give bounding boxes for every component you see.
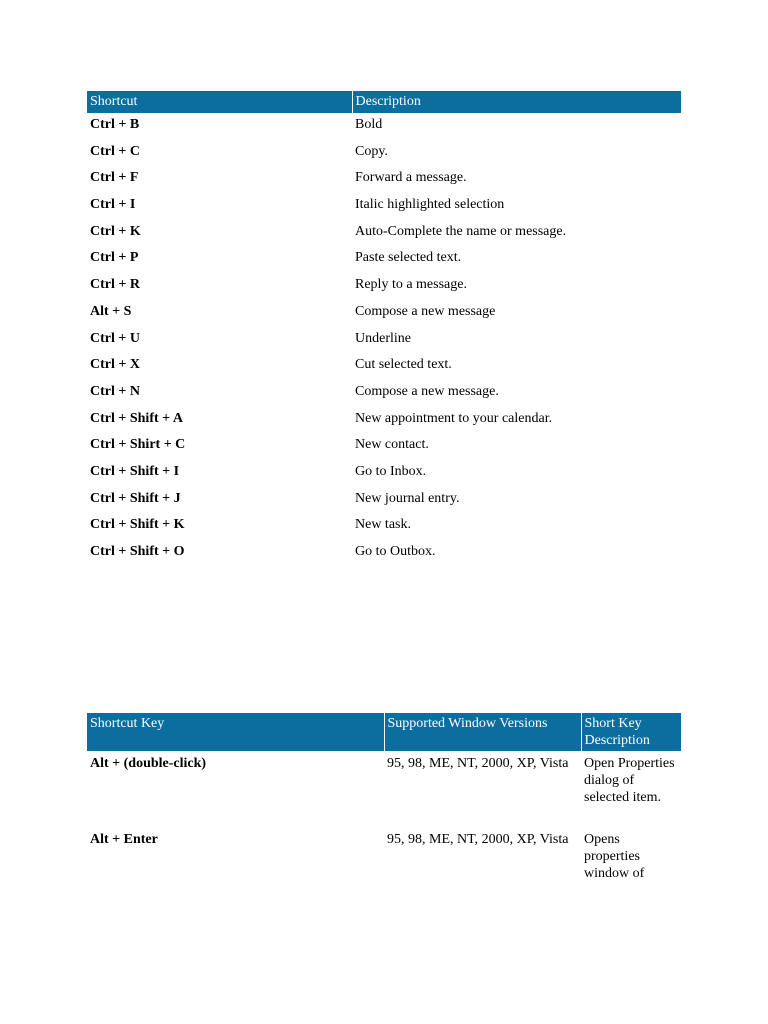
- shortcut-cell: Ctrl + X: [90, 357, 140, 373]
- description-cell: Open Properties dialog of selected item.: [584, 756, 675, 805]
- table-row: [87, 353, 681, 380]
- shortcut-cell: Ctrl + I: [90, 197, 136, 213]
- description-cell: Go to Inbox.: [355, 463, 427, 479]
- table-row: [87, 540, 681, 567]
- column-header-shortcut-key: Shortcut Key: [87, 713, 384, 751]
- description-cell: Opens properties window of: [584, 832, 645, 881]
- table-row: [87, 751, 681, 827]
- table-row: [87, 166, 681, 193]
- table-row: [87, 140, 681, 167]
- shortcut-cell: Ctrl + U: [90, 330, 140, 346]
- shortcut-cell: Alt + S: [90, 303, 132, 319]
- table-row: [87, 460, 681, 487]
- description-cell: Compose a new message.: [355, 383, 499, 399]
- description-cell: Compose a new message: [355, 303, 496, 319]
- shortcut-cell: Ctrl + B: [90, 117, 140, 132]
- supported-versions-cell: 95, 98, ME, NT, 2000, XP, Vista: [387, 756, 569, 771]
- table-row: [87, 220, 681, 247]
- table-row: [87, 273, 681, 300]
- shortcut-cell: Ctrl + P: [90, 250, 139, 266]
- column-header-shortcut: Shortcut: [87, 91, 352, 113]
- description-cell: Copy.: [355, 143, 388, 159]
- windows-shortcuts-table: [87, 713, 681, 882]
- table-row: [87, 433, 681, 460]
- shortcut-cell: Ctrl + Shift + K: [90, 517, 185, 533]
- description-cell: Auto-Complete the name or message.: [355, 223, 567, 239]
- description-cell: Cut selected text.: [355, 357, 452, 373]
- description-cell: Italic highlighted selection: [355, 197, 505, 213]
- shortcut-key-cell: Alt + Enter: [90, 832, 158, 847]
- description-cell: New contact.: [355, 437, 429, 453]
- table-row: [87, 193, 681, 220]
- description-cell: New journal entry.: [355, 490, 460, 506]
- shortcut-cell: Ctrl + Shift + A: [90, 410, 183, 426]
- description-cell: Underline: [355, 330, 411, 346]
- table-row: [87, 827, 681, 882]
- description-cell: Forward a message.: [355, 170, 467, 186]
- outlook-shortcuts-table: [87, 91, 681, 567]
- table-row: [87, 407, 681, 434]
- column-header-description: Description: [352, 91, 681, 113]
- table-row: [87, 246, 681, 273]
- shortcut-cell: Ctrl + N: [90, 383, 140, 399]
- shortcut-cell: Ctrl + K: [90, 223, 141, 239]
- description-cell: Bold: [355, 117, 383, 132]
- description-cell: Reply to a message.: [355, 277, 467, 293]
- table-row: [87, 380, 681, 407]
- shortcut-cell: Ctrl + Shift + O: [90, 544, 185, 559]
- column-header-short-key-description: Short Key Description: [581, 713, 681, 751]
- table-row: [87, 327, 681, 354]
- shortcut-cell: Ctrl + F: [90, 170, 139, 186]
- shortcut-cell: Ctrl + C: [90, 143, 140, 159]
- table-row: [87, 487, 681, 514]
- shortcut-cell: Ctrl + Shift + J: [90, 490, 181, 506]
- description-cell: New task.: [355, 517, 411, 533]
- table-header-row: [87, 713, 681, 751]
- table-row: [87, 513, 681, 540]
- description-cell: Go to Outbox.: [355, 544, 436, 559]
- table-header-row: [87, 91, 681, 113]
- shortcut-key-cell: Alt + (double-click): [90, 756, 207, 771]
- table-row: [87, 113, 681, 140]
- table-row: [87, 300, 681, 327]
- description-cell: New appointment to your calendar.: [355, 410, 553, 426]
- column-header-supported-versions: Supported Window Versions: [384, 713, 581, 751]
- shortcut-cell: Ctrl + Shirt + C: [90, 437, 186, 453]
- supported-versions-cell: 95, 98, ME, NT, 2000, XP, Vista: [387, 832, 569, 847]
- shortcut-cell: Ctrl + Shift + I: [90, 463, 180, 479]
- shortcut-cell: Ctrl + R: [90, 277, 140, 293]
- description-cell: Paste selected text.: [355, 250, 462, 266]
